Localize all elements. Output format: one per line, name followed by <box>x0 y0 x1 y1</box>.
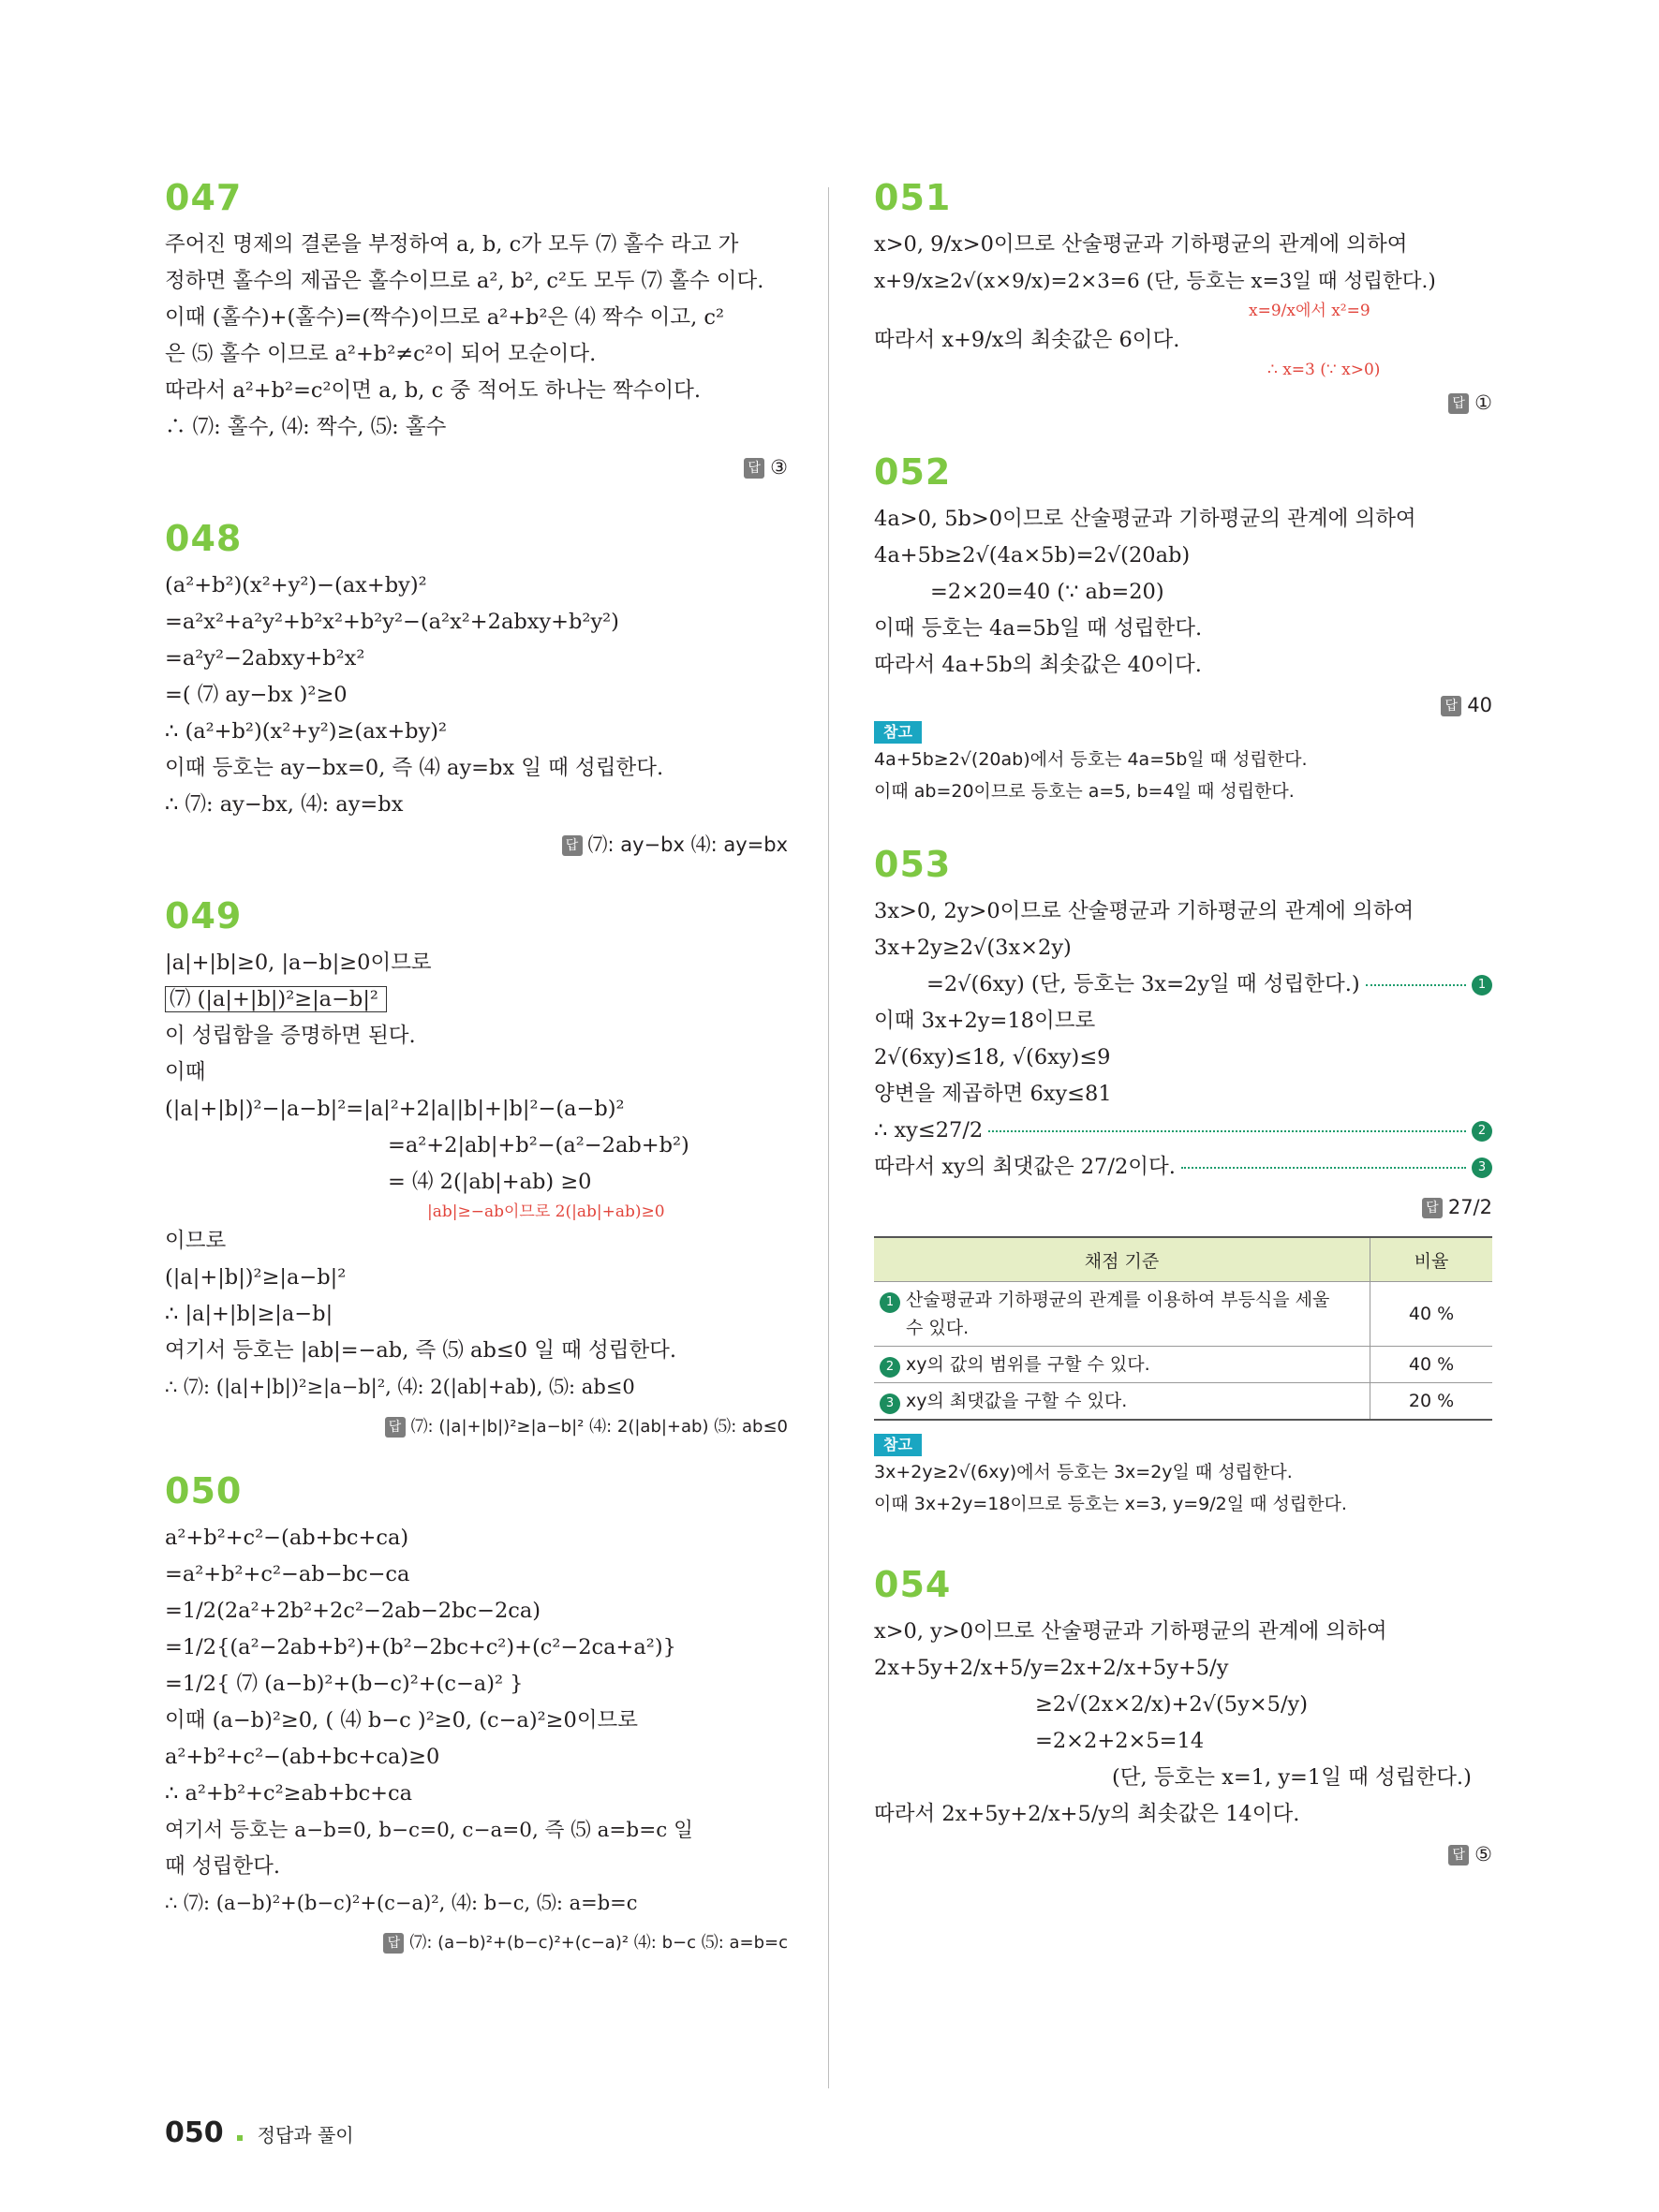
solution-line: 때 성립한다. <box>165 1854 280 1879</box>
solution-line: (|a|+|b|)²≥|a−b|² <box>165 1265 347 1290</box>
solution-line: 3x+2y≥2√(3x×2y) <box>874 936 1072 960</box>
solution-line: (단, 등호는 x=1, y=1일 때 성립한다.) <box>1112 1765 1472 1790</box>
solution-line: 2x+5y+2/x+5/y=2x+2/x+5y+5/y <box>874 1656 1229 1680</box>
table-row <box>874 1383 1492 1421</box>
step-marker: 3 <box>880 1394 900 1414</box>
criterion-text: xy의 값의 범위를 구할 수 있다. <box>906 1354 1150 1375</box>
solution-line: 은 ⑸ 홀수 이므로 a²+b²≠c²이 되어 모순이다. <box>165 342 597 366</box>
table-cell <box>874 1347 1370 1383</box>
solution-line-marked <box>874 1113 1492 1149</box>
annotation: x=9/x에서 x²=9 <box>1249 302 1370 320</box>
solution-line: 3x>0, 2y>0이므로 산술평균과 기하평균의 관계에 의하여 <box>874 899 1415 923</box>
solution-line: 주어진 명제의 결론을 부정하여 a, b, c가 모두 ⑺ 홀수 라고 가 <box>165 232 739 257</box>
problem-047 <box>165 178 788 483</box>
answer-icon: 답 <box>744 458 764 479</box>
leader-dots <box>1366 984 1466 986</box>
solution-line: 양변을 제곱하면 6xy≤81 <box>874 1082 1112 1106</box>
leader-dots <box>1181 1167 1466 1169</box>
note-line: 3x+2y≥2√(6xy)에서 등호는 3x=2y일 때 성립한다. <box>874 1462 1293 1482</box>
problem-052 <box>874 452 1492 807</box>
answer-icon: 답 <box>1448 393 1469 414</box>
solution-text: ∴ xy≤27/2 <box>874 1118 984 1143</box>
table-header-row <box>874 1237 1492 1282</box>
criterion-text: 수 있다. <box>906 1318 970 1338</box>
note-line: 이때 3x+2y=18이므로 등호는 x=3, y=9/2일 때 성립한다. <box>874 1494 1347 1514</box>
solution-line: ∴ ⑺: 홀수, ⑷: 짝수, ⑸: 홀수 <box>165 415 447 439</box>
answer <box>874 1191 1492 1223</box>
solution-line: (a²+b²)(x²+y²)−(ax+by)² <box>165 573 427 597</box>
problem-054 <box>874 1565 1492 1870</box>
solution-text: =2√(6xy) (단, 등호는 3x=2y일 때 성립한다.) <box>926 972 1360 996</box>
solution-line-marked <box>874 966 1492 1003</box>
solution-line: 이 성립함을 증명하면 된다. <box>165 1024 416 1048</box>
table-cell: 40 % <box>1370 1347 1493 1383</box>
solution-text: 따라서 xy의 최댓값은 27/2이다. <box>874 1155 1176 1179</box>
problem-050 <box>165 1471 788 1959</box>
solution-line: x>0, 9/x>0이므로 산술평균과 기하평균의 관계에 의하여 <box>874 232 1408 257</box>
solution-line-boxed <box>165 981 788 1018</box>
answer-value: 40 <box>1467 694 1492 716</box>
criterion-text: 산술평균과 기하평균의 관계를 이용하여 부등식을 세울 <box>906 1290 1330 1310</box>
solution-line: ∴ |a|+|b|≥|a−b| <box>165 1302 333 1326</box>
blank-box: ⑺ (|a|+|b|)²≥|a−b|² <box>165 986 387 1012</box>
solution-line: 이때 등호는 4a=5b일 때 성립한다. <box>874 616 1203 641</box>
solution-line: x+9/x≥2√(x×9/x)=2×3=6 (단, 등호는 x=3일 때 성립한다.) <box>874 270 1436 293</box>
leader-dots <box>988 1130 1466 1132</box>
answer <box>874 1838 1492 1870</box>
note-label: 참고 <box>874 721 922 744</box>
note-line: 이때 ab=20이므로 등호는 a=5, b=4일 때 성립한다. <box>874 781 1295 802</box>
step-marker: 1 <box>1472 975 1492 995</box>
solution-line: ∴ ⑺: (a−b)²+(b−c)²+(c−a)², ⑷: b−c, ⑸: a=b=c <box>165 1892 638 1914</box>
solution-line: 4a+5b≥2√(4a×5b)=2√(20ab) <box>874 543 1191 568</box>
answer <box>165 829 788 861</box>
solution-line: a²+b²+c²−(ab+bc+ca)≥0 <box>165 1745 440 1769</box>
solution-line: 이때 (a−b)²≥0, ( ⑷ b−c )²≥0, (c−a)²≥0이므로 <box>165 1708 639 1733</box>
answer-icon: 답 <box>1441 696 1461 716</box>
problem-number: 051 <box>874 177 952 218</box>
annotation: |ab|≥−ab이므로 2(|ab|+ab)≥0 <box>427 1202 665 1221</box>
solution-line: |a|+|b|≥0, |a−b|≥0이므로 <box>165 951 432 975</box>
answer-value: ⑺: (|a|+|b|)²≥|a−b|² ⑷: 2(|ab|+ab) ⑸: ab≤0 <box>410 1417 788 1437</box>
step-marker: 3 <box>1472 1158 1492 1178</box>
answer-value: ⑺: ay−bx ⑷: ay=bx <box>587 833 788 856</box>
solution-line: 4a>0, 5b>0이므로 산술평균과 기하평균의 관계에 의하여 <box>874 507 1416 531</box>
column-divider <box>828 187 829 2088</box>
problem-number: 049 <box>165 895 243 936</box>
footer-title: 정답과 풀이 <box>257 2124 354 2146</box>
solution-line: =1/2(2a²+2b²+2c²−2ab−2bc−2ca) <box>165 1599 541 1623</box>
solution-line: 이므로 <box>165 1229 227 1253</box>
table-row <box>874 1347 1492 1383</box>
annotation: ∴ x=3 (∵ x>0) <box>1267 361 1381 379</box>
left-column <box>165 178 788 1959</box>
answer-value: ① <box>1474 391 1492 414</box>
solution-line: 이때 등호는 ay−bx=0, 즉 ⑷ ay=bx 일 때 성립한다. <box>165 756 664 780</box>
solution-line: =( ⑺ ay−bx )²≥0 <box>165 683 348 707</box>
solution-line: ∴ ⑺: (|a|+|b|)²≥|a−b|², ⑷: 2(|ab|+ab), ⑸: ab≤0 <box>165 1376 635 1398</box>
problem-number: 052 <box>874 451 952 493</box>
solution-line: 정하면 홀수의 제곱은 홀수이므로 a², b², c²도 모두 ⑺ 홀수 이다. <box>165 269 764 293</box>
solution-line: (|a|+|b|)²−|a−b|²=|a|²+2|a||b|+|b|²−(a−b)² <box>165 1097 625 1121</box>
answer-icon: 답 <box>562 835 583 856</box>
answer-icon: 답 <box>1448 1845 1469 1865</box>
problem-053 <box>874 845 1492 1520</box>
solution-line: 따라서 a²+b²=c²이면 a, b, c 중 적어도 하나는 짝수이다. <box>165 378 702 403</box>
solution-line: 따라서 4a+5b의 최솟값은 40이다. <box>874 653 1202 677</box>
solution-line: =1/2{ ⑺ (a−b)²+(b−c)²+(c−a)² } <box>165 1672 524 1696</box>
solution-line: =1/2{(a²−2ab+b²)+(b²−2bc+c²)+(c²−2ca+a²)} <box>165 1635 676 1659</box>
problem-number: 048 <box>165 518 243 559</box>
table-cell: 20 % <box>1370 1383 1493 1421</box>
answer-icon: 답 <box>385 1417 406 1438</box>
answer <box>165 451 788 483</box>
solution-line: 따라서 x+9/x의 최솟값은 6이다. <box>874 328 1180 352</box>
note <box>874 1434 1492 1520</box>
page-number: 050 <box>165 2116 224 2149</box>
solution-line: = ⑷ 2(|ab|+ab) ≥0 <box>388 1170 592 1194</box>
solution-line: =a²x²+a²y²+b²x²+b²y²−(a²x²+2abxy+b²y²) <box>165 610 619 634</box>
solution-line: 이때 (홀수)+(홀수)=(짝수)이므로 a²+b²은 ⑷ 짝수 이고, c² <box>165 305 725 330</box>
step-marker: 2 <box>880 1357 900 1378</box>
criterion-text: xy의 최댓값을 구할 수 있다. <box>906 1391 1128 1411</box>
answer-icon: 답 <box>1422 1198 1443 1218</box>
answer <box>874 387 1492 419</box>
answer <box>165 1411 788 1443</box>
table-cell <box>874 1383 1370 1421</box>
solution-line: 이때 3x+2y=18이므로 <box>874 1009 1096 1033</box>
solution-line: 2√(6xy)≤18, √(6xy)≤9 <box>874 1045 1111 1069</box>
answer-icon: 답 <box>383 1933 404 1954</box>
answer-value: 27/2 <box>1447 1196 1492 1218</box>
problem-048 <box>165 519 788 861</box>
solution-line: x>0, y>0이므로 산술평균과 기하평균의 관계에 의하여 <box>874 1619 1387 1644</box>
solution-line: 이때 <box>165 1060 206 1084</box>
problem-number: 053 <box>874 844 952 885</box>
solution-line: ∴ (a²+b²)(x²+y²)≥(ax+by)² <box>165 719 448 744</box>
solution-line: =a²y²−2abxy+b²x² <box>165 646 365 671</box>
note-label: 참고 <box>874 1434 922 1456</box>
solution-line: =a²+b²+c²−ab−bc−ca <box>165 1562 410 1586</box>
table-header: 채점 기준 <box>874 1237 1370 1282</box>
solution-line: ∴ a²+b²+c²≥ab+bc+ca <box>165 1781 413 1806</box>
answer-value: ⑺: (a−b)²+(b−c)²+(c−a)² ⑷: b−c ⑸: a=b=c <box>409 1933 788 1953</box>
problem-number: 054 <box>874 1564 952 1605</box>
solution-line: =2×20=40 (∵ ab=20) <box>930 580 1164 604</box>
solution-line: 여기서 등호는 a−b=0, b−c=0, c−a=0, 즉 ⑸ a=b=c 일 <box>165 1819 693 1842</box>
solution-line: 따라서 2x+5y+2/x+5/y의 최솟값은 14이다. <box>874 1802 1300 1826</box>
answer-value: ③ <box>770 456 788 479</box>
table-row <box>874 1282 1492 1347</box>
footer-accent-mark <box>237 2135 243 2141</box>
step-marker: 2 <box>1472 1121 1492 1142</box>
step-marker: 1 <box>880 1292 900 1313</box>
solution-line: ∴ ⑺: ay−bx, ⑷: ay=bx <box>165 792 404 817</box>
right-column <box>874 178 1492 1870</box>
solution-line-marked <box>874 1149 1492 1186</box>
grading-table <box>874 1236 1492 1421</box>
problem-number: 050 <box>165 1470 243 1512</box>
answer <box>165 1927 788 1959</box>
note-line: 4a+5b≥2√(20ab)에서 등호는 4a=5b일 때 성립한다. <box>874 749 1308 770</box>
table-cell <box>874 1282 1370 1347</box>
solution-line: 여기서 등호는 |ab|=−ab, 즉 ⑸ ab≤0 일 때 성립한다. <box>165 1338 677 1363</box>
solution-line: =2×2+2×5=14 <box>1035 1729 1205 1753</box>
table-cell: 40 % <box>1370 1282 1493 1347</box>
problem-049 <box>165 896 788 1443</box>
solution-line: ≥2√(2x×2/x)+2√(5y×5/y) <box>1035 1692 1309 1717</box>
problem-051 <box>874 178 1492 419</box>
solution-line: a²+b²+c²−(ab+bc+ca) <box>165 1526 409 1550</box>
answer-value: ⑤ <box>1474 1843 1492 1865</box>
answer <box>874 689 1492 721</box>
note <box>874 721 1492 807</box>
page-footer <box>165 2116 354 2149</box>
problem-number: 047 <box>165 177 243 218</box>
solution-line: =a²+2|ab|+b²−(a²−2ab+b²) <box>388 1133 689 1158</box>
table-header: 비율 <box>1370 1237 1493 1282</box>
